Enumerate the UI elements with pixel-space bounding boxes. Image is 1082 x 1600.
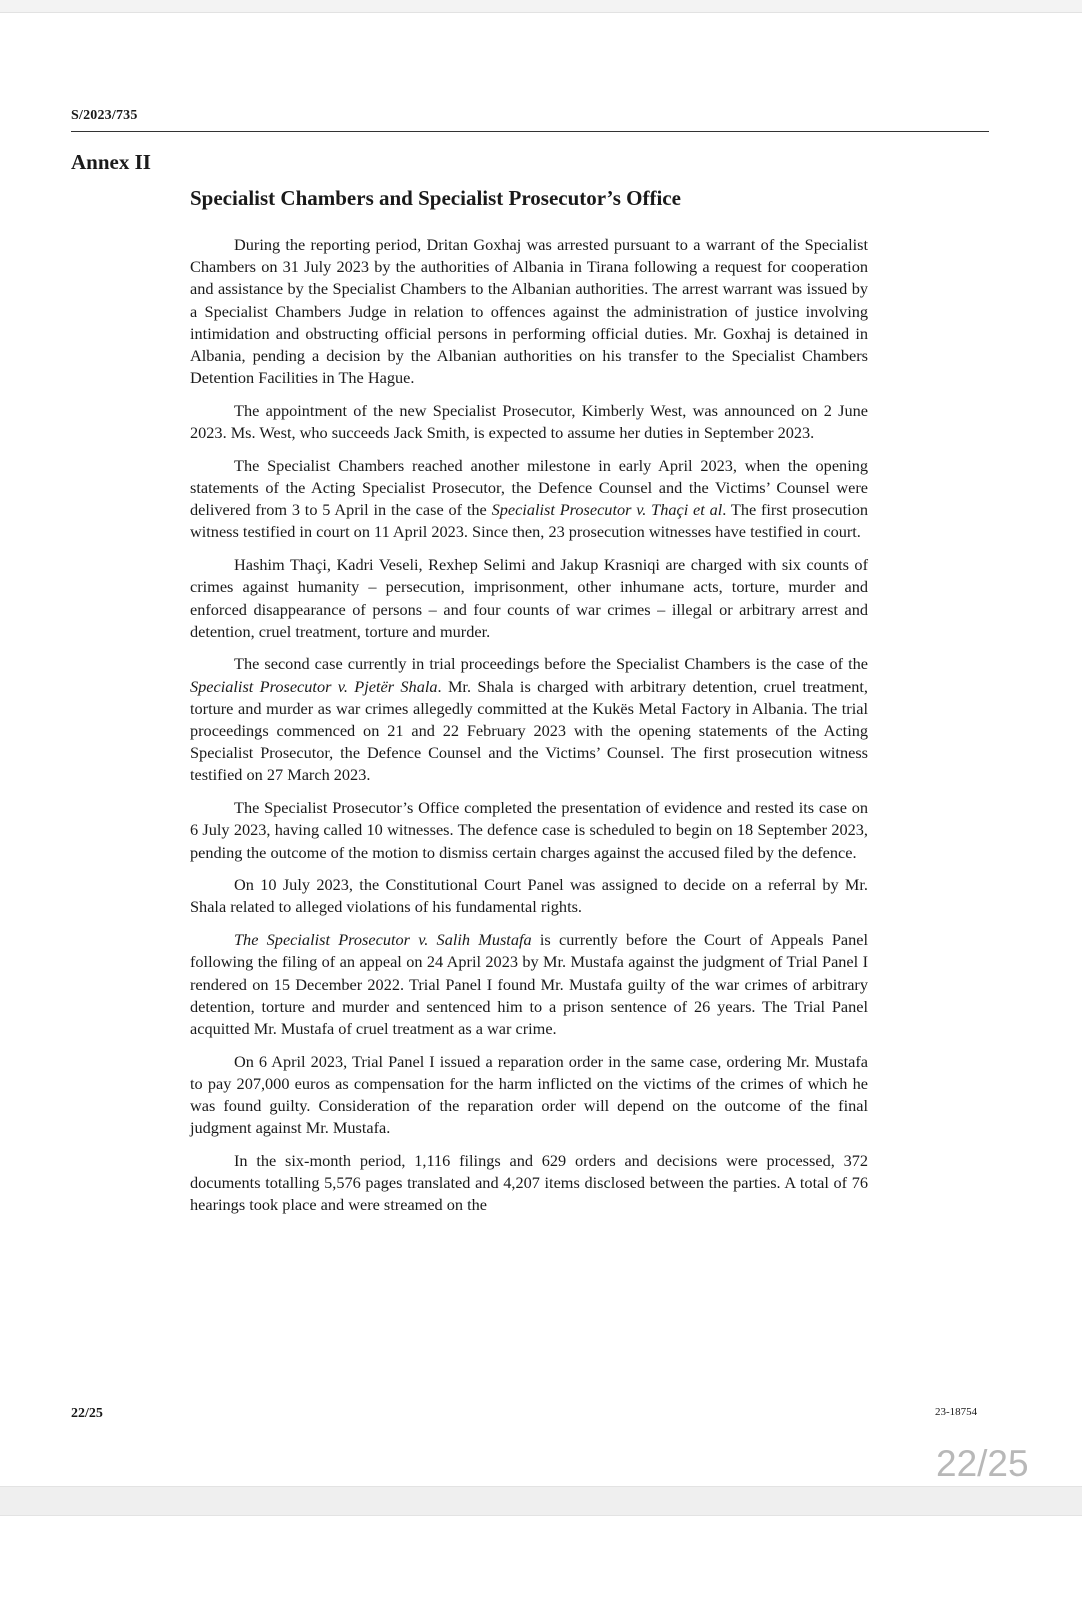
- viewer-bottom-bar: [0, 1486, 1082, 1516]
- case-title: Specialist Prosecutor v. Pjetër Shala: [190, 676, 438, 696]
- text-run: On 6 April 2023, Trial Panel I issued a reparation order in the same case, ordering Mr. Mustafa to pay 207,000 euros as compensation for the harm inflicted on the victims of the crimes of which he was found guilty. Consideration of the reparation order will depend on the outcome of the final judgment against Mr. Mustafa.: [190, 1051, 868, 1138]
- paragraph: [190, 874, 868, 918]
- text-run: Hashim Thaçi, Kadri Veseli, Rexhep Selimi and Jakup Krasniqi are charged with six counts of crimes against humanity – persecution, imprisonment, other inhumane acts, torture, murder and enforced disappearance of persons – and four counts of war crimes – illegal or arbitrary arrest and detention, cruel treatment, torture and murder.: [190, 555, 868, 641]
- viewer-page-counter: 22/25: [936, 1443, 1029, 1484]
- text-run: The Specialist Prosecutor’s Office completed the presentation of evidence and rested its case on 6 July 2023, having called 10 witnesses. The defence case is scheduled to begin on 18 September 2023, pending the outcome of the motion to dismiss certain charges against the accused filed by the defence.: [190, 798, 868, 862]
- header-rule: [71, 131, 989, 132]
- text-run: The Specialist Chambers reached another milestone in early April 2023, when the opening statements of the Acting Specialist Prosecutor, the Defence Counsel and the Victims’ Counsel were delivered from 3 to 5 April in the case of the: [190, 455, 868, 520]
- paragraph: [190, 1150, 868, 1217]
- paragraph: [190, 554, 868, 643]
- paragraph: [190, 929, 868, 1040]
- paragraph: [190, 1051, 868, 1140]
- paragraph: [190, 455, 868, 544]
- paragraph: [190, 234, 868, 389]
- section-title: Specialist Chambers and Specialist Prosecutor’s Office: [190, 186, 681, 210]
- body-text: [190, 234, 868, 1227]
- annex-title: Annex II: [71, 150, 151, 174]
- text-run: . The first prosecution witness testified in court on 11 April 2023. Since then, 23 prosecution witnesses have testified in court.: [190, 500, 868, 542]
- document-symbol: S/2023/735: [71, 108, 138, 123]
- text-run: On 10 July 2023, the Constitutional Court Panel was assigned to decide on a referral by Mr. Shala related to alleged violations of his fundamental rights.: [190, 875, 868, 917]
- case-title: The Specialist Prosecutor v. Salih Mustafa: [234, 930, 532, 950]
- page-number: 22/25: [71, 1406, 103, 1421]
- viewer-top-strip: [0, 0, 1082, 13]
- case-title: Specialist Prosecutor v. Thaçi et al: [491, 500, 723, 520]
- document-number: 23-18754: [935, 1406, 978, 1418]
- paragraph: [190, 400, 868, 444]
- text-run: In the six-month period, 1,116 filings and 629 orders and decisions were processed, 372 documents totalling 5,576 pages translated and 4,207 items disclosed between the parties. A total of 76 hearings took place and were streamed on the: [190, 1151, 868, 1215]
- text-run: The second case currently in trial proceedings before the Specialist Chambers is the case of the: [234, 654, 868, 674]
- text-run: During the reporting period, Dritan Goxhaj was arrested pursuant to a warrant of the Specialist Chambers on 31 July 2023 by the authorities of Albania in Tirana following a request for cooperation and assistance by the Specialist Chambers to the Albanian authorities. The arrest warrant was issued by a Specialist Chambers Judge in relation to offences against the administration of justice involving intimidation and obstructing official persons in performing official duties. Mr. Goxhaj is detained in Albania, pending a decision by the Albanian authorities on his transfer to the Specialist Chambers Detention Facilities in The Hague.: [190, 235, 868, 388]
- paragraph: [190, 797, 868, 864]
- text-run: The appointment of the new Specialist Prosecutor, Kimberly West, was announced on 2 June 2023. Ms. West, who succeeds Jack Smith, is expected to assume her duties in September 2023.: [190, 400, 868, 443]
- text-run: . Mr. Shala is charged with arbitrary detention, cruel treatment, torture and murder as war crimes allegedly committed at the Kukës Metal Factory in Albania. The trial proceedings commenced on 21 and 22 February 2023 with the opening statements of the Acting Specialist Prosecutor, the Defence Counsel and the Victims’ Counsel. The first prosecution witness testified on 27 March 2023.: [190, 676, 868, 785]
- text-run: is currently before the Court of Appeals Panel following the filing of an appeal on 24 April 2023 by Mr. Mustafa against the judgment of Trial Panel I rendered on 15 December 2022. Trial Panel I found Mr. Mustafa guilty of the war crimes of arbitrary detention, torture and murder and sentenced him to a prison sentence of 26 years. The Trial Panel acquitted Mr. Mustafa of cruel treatment as a war crime.: [190, 930, 868, 1038]
- paragraph: [190, 653, 868, 786]
